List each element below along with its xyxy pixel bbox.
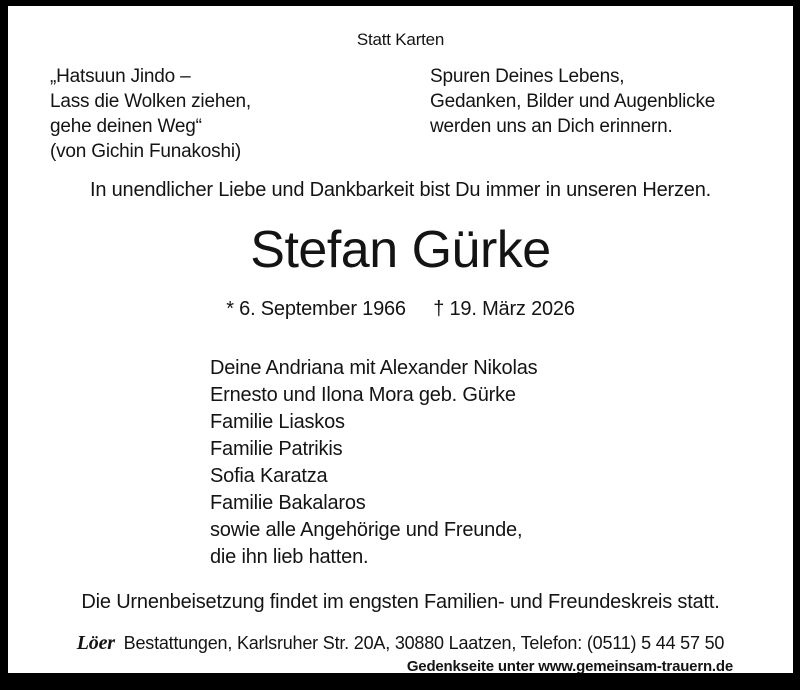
mourner-line: Deine Andriana mit Alexander Nikolas	[210, 357, 538, 379]
remembrance-block	[430, 64, 773, 164]
dedication-line: In unendlicher Liebe und Dankbarkeit bist Du immer in unseren Herzen.	[90, 179, 711, 201]
mourner-line: die ihn lieb hatten.	[210, 546, 369, 568]
deceased-name: Stefan Gürke	[250, 221, 551, 279]
birth-date: * 6. September 1966	[226, 298, 406, 320]
quote-line: Lass die Wolken ziehen,	[50, 91, 252, 112]
mourner-line: Familie Bakalaros	[210, 492, 366, 514]
mourner-line: Sofia Karatza	[210, 465, 328, 487]
funeral-info-line: Die Urnenbeisetzung findet im engsten Familien- und Freundeskreis statt.	[81, 591, 720, 613]
quote-columns	[50, 64, 773, 164]
funeral-home-line	[8, 632, 793, 654]
quote-line: „Hatsuun Jindo –	[50, 66, 191, 87]
memorial-site-line: Gedenkseite unter www.gemeinsam-trauern.de	[406, 658, 733, 673]
mourner-line: Ernesto und Ilona Mora geb. Gürke	[210, 384, 516, 406]
death-date: † 19. März 2026	[433, 298, 575, 320]
mourner-line: Familie Patrikis	[210, 438, 343, 460]
quote-block	[50, 64, 430, 164]
remembrance-line: Spuren Deines Lebens,	[430, 66, 625, 87]
mourner-line: sowie alle Angehörige und Freunde,	[210, 519, 523, 541]
header-statt-karten: Statt Karten	[356, 30, 445, 49]
obituary-card	[8, 6, 793, 673]
mourner-line: Familie Liaskos	[210, 411, 345, 433]
funeral-home-address: Bestattungen, Karlsruher Str. 20A, 30880 Laatzen, Telefon: (0511) 5 44 57 50	[123, 633, 725, 653]
remembrance-line: Gedanken, Bilder und Augenblicke	[430, 91, 716, 112]
mourners-list	[210, 355, 793, 571]
life-dates	[8, 297, 793, 321]
remembrance-line: werden uns an Dich erinnern.	[430, 116, 673, 137]
quote-attribution: (von Gichin Funakoshi)	[50, 141, 241, 162]
quote-line: gehe deinen Weg“	[50, 116, 202, 137]
funeral-home-logo: Löer	[76, 632, 115, 654]
